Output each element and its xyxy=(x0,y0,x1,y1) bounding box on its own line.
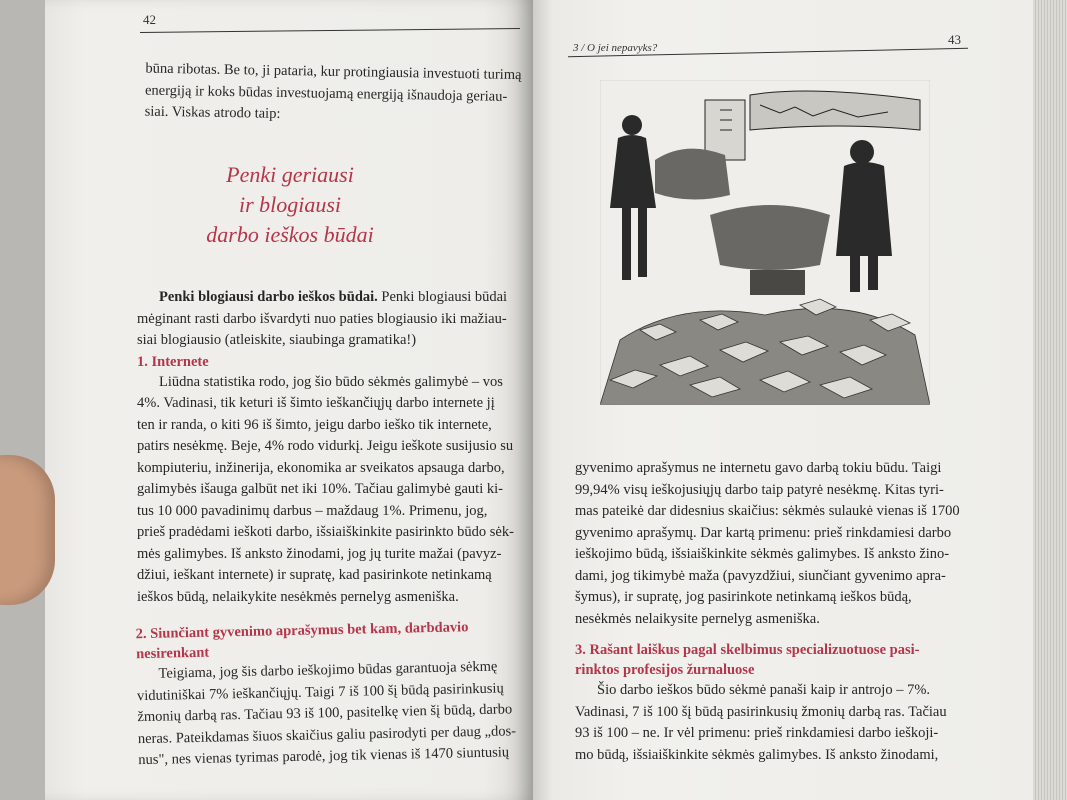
chapter-title-line: ir blogiausi xyxy=(238,192,342,217)
item2-line: nus", nes vienas tyrimas parodė, jog tik vienas iš 1470 siuntusių xyxy=(138,744,510,769)
item3-line: Vadinasi, 7 iš 100 šį būdą pasirinkusių žmonių darbą ras. Tačiau xyxy=(575,703,947,720)
engraving-illustration xyxy=(600,80,930,405)
para1-line: nesėkmės nelaikysite pernelyg asmeniška. xyxy=(575,610,820,627)
para1-line: mas pateikė dar didesnius skaičius: sėkmės sulaukė vienas iš 1700 xyxy=(575,503,960,519)
chapter-title xyxy=(145,160,435,250)
item2-line: neras. Pateikdamas šiuos skaičius galiu pasirodyti per daug „dos- xyxy=(137,722,517,747)
item1-line: tus 10 000 pavadinimų darbus – maždaug 1%. Primenu, jog, xyxy=(137,502,488,519)
para1-line: ieškojimo būdą, išsiaiškinkite sėkmės galimybes. Iš anksto žino- xyxy=(575,546,950,562)
item2-line: vidutiniškai 7% ieškančiųjų. Taigi 7 iš 100 šį būdą pasirinkusių xyxy=(136,680,504,704)
item3-line: 93 iš 100 – ne. Ir vėl primenu: prieš rinkdamiesi darbo ieškoji- xyxy=(575,725,939,741)
para1-line: 99,94% visų ieškojusiųjų darbo taip patyrė nesėkmę. Kitas tyri- xyxy=(575,481,944,498)
item1-heading: 1. Internete xyxy=(137,353,209,370)
para1-line: dami, jog tikimybė maža (pavyzdžiui, siunčiant gyvenimo apra- xyxy=(575,567,946,584)
section-line: Penki blogiausi būdai xyxy=(381,289,508,305)
item3-line: mo būdą, išsiaiškinkite sėkmės galimybes. Iš anksto žinodami, xyxy=(575,746,939,763)
thumb xyxy=(0,455,55,605)
item3-block xyxy=(575,640,985,766)
item1-line: džiui, ieškant internete) ir supratę, kad pasirinkote netinkamą xyxy=(137,567,492,583)
para1-line: gyvenimo aprašymus ne internetu gavo darbą tokiu būdu. Taigi xyxy=(575,460,942,476)
item1-line: ten ir randa, o kiti 96 iš šimto, jeigu darbo ieško tik internete, xyxy=(137,416,492,433)
chapter-title-line: Penki geriausi xyxy=(226,162,354,187)
section-line: siai blogiausio (atleiskite, siaubinga gramatika!) xyxy=(137,332,417,348)
item2-line: žmonių darbą ras. Tačiau 93 iš 100, pasitelkę vien šį būdą, darbo xyxy=(137,701,513,726)
item1-line: galimybės išauga galbūt net iki 10%. Tačiau galimybė gauti ki- xyxy=(137,481,503,497)
intro-line: būna ribotas. Be to, ji pataria, kur protingiausia investuoti turimą xyxy=(145,60,522,84)
intro-line: siai. Viskas atrodo taip: xyxy=(144,103,281,122)
item3-heading-line: 3. Rašant laiškus pagal skelbimus specializuotuose pasi- xyxy=(575,642,920,658)
left-body xyxy=(137,287,537,608)
item1-line: kompiuteriu, inžinerija, ekonomika ar sveikatos apsauga darbo, xyxy=(137,459,505,476)
item3-heading-line: rinktos profesijos žurnaluose xyxy=(575,662,755,678)
para1-line: šymus), ir supratę, jog pasirinkote netinkamą ieškos būdą, xyxy=(575,589,912,605)
left-page xyxy=(45,0,533,800)
item2-line: Teigiama, jog šis darbo ieškojimo būdas garantuoja sėkmę xyxy=(158,658,498,682)
item1-line: prieš pradėdami ieškoti darbo, išsiaiškinkite pasirinkto būdo sėk- xyxy=(137,524,514,540)
running-head: 3 / O jei nepavyks? xyxy=(573,42,658,54)
item1-line: 4%. Vadinasi, tik keturi iš šimto ieškančiųjų darbo internete jį xyxy=(137,395,495,411)
left-page-number: 42 xyxy=(143,12,156,27)
page-edges xyxy=(1033,0,1067,800)
para1-line: gyvenimo aprašymų. Dar kartą primenu: prieš rinkdamiesi darbo xyxy=(575,524,952,541)
item3-line: Šio darbo ieškos būdo sėkmė panaši kaip ir antrojo – 7%. xyxy=(597,682,931,698)
item1-line: mės galimybes. Iš anksto žinodami, jog jų turite mažai (pavyz- xyxy=(137,545,502,562)
intro-line: energiją ir koks būdas investuojamą energiją išnaudoja geriau- xyxy=(144,82,508,105)
right-page-number: 43 xyxy=(948,32,961,47)
chapter-title-line: darbo ieškos būdai xyxy=(206,222,374,247)
item2-block xyxy=(135,616,538,772)
item1-line: Liūdna statistika rodo, jog šio būdo sėkmės galimybė – vos xyxy=(159,373,503,390)
item1-line: patirs nesėkmę. Beje, 4% rodo vidurkį. Jeigu ieškote susijusio su xyxy=(137,438,514,454)
section-lead: Penki blogiausi darbo ieškos būdai. xyxy=(159,289,378,305)
item1-line: ieškos būdą, nelaikykite nesėkmės pernelyg asmeniška. xyxy=(137,588,459,605)
left-header-rule xyxy=(140,28,520,33)
left-intro-paragraph xyxy=(144,59,540,130)
item2-heading-line: 2. Siunčiant gyvenimo aprašymus bet kam, darbdavio xyxy=(135,619,469,643)
item2-heading-line: nesirenkant xyxy=(135,644,210,663)
right-paragraph-1 xyxy=(575,458,985,630)
section-line: mėginant rasti darbo išvardyti nuo paties blogiausio iki mažiau- xyxy=(137,310,507,327)
